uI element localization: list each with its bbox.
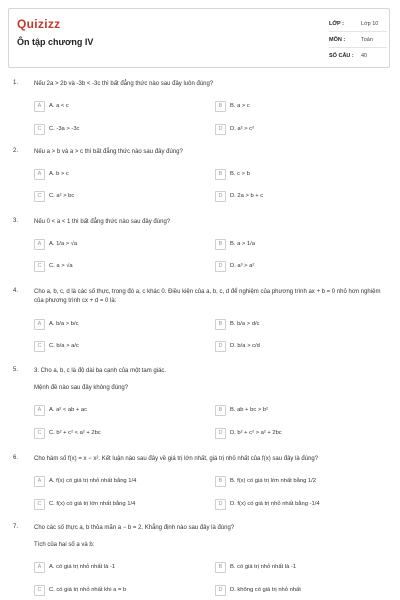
option-a[interactable] — [34, 238, 184, 250]
question-text: Cho hàm số f(x) = x − x². Kết luận nào sau đây về giá trị lớn nhất, giá trị nhỏ nhất của f(x) sau đây là đúng? — [34, 456, 319, 462]
option-text: B. f(x) có giá trị lớn nhất bằng 1/2 — [230, 478, 316, 484]
option-letter: A — [34, 562, 45, 573]
option-b[interactable] — [215, 318, 365, 330]
meta-row-class — [329, 16, 387, 32]
option-d[interactable] — [215, 427, 365, 439]
option-text: C. b/a > a/c — [49, 343, 79, 349]
meta-key: MÔN : — [329, 36, 346, 43]
option-d[interactable] — [215, 260, 365, 272]
option-text: D. 2a > b + c — [230, 193, 264, 199]
option-text: D. không có giá trị nhỏ nhất — [230, 587, 301, 593]
option-letter: A — [34, 405, 45, 416]
option-c[interactable] — [34, 260, 184, 272]
option-text: B. có giá trị nhỏ nhất là -1 — [230, 564, 297, 570]
option-letter: C — [34, 428, 45, 439]
option-text: D. a² > c² — [230, 126, 254, 132]
question-number: 3. — [13, 218, 19, 224]
option-c[interactable] — [34, 427, 184, 439]
option-b[interactable] — [215, 168, 365, 180]
page-title: Ôn tập chương IV — [17, 37, 94, 47]
option-letter: D — [215, 499, 226, 510]
option-text: A. f(x) có giá trị nhỏ nhất bằng 1/4 — [49, 478, 137, 484]
question-number: 6. — [13, 455, 19, 461]
option-letter: C — [34, 585, 45, 596]
question-text: Nếu a > b và a > c thì bất đẳng thức nào sau đây đúng? — [34, 149, 183, 155]
option-text: A. có giá trị nhỏ nhất là -1 — [49, 564, 116, 570]
question-text: 3. Cho a, b, c là độ dài ba cạnh của một tam giác. — [34, 368, 167, 374]
option-d[interactable] — [215, 190, 365, 202]
option-text: D. b² + c² > a² + 2bc — [230, 430, 282, 436]
option-letter: C — [34, 191, 45, 202]
option-letter: C — [34, 124, 45, 135]
option-letter: C — [34, 499, 45, 510]
option-letter: A — [34, 319, 45, 330]
meta-key: LỚP : — [329, 20, 344, 27]
quizizz-logo: Quizizz — [17, 17, 61, 31]
question-number: 5. — [13, 367, 19, 373]
meta-value: Toán — [361, 36, 373, 43]
option-text: B. ab + bc > b² — [230, 407, 269, 413]
meta-key: SỐ CÂU : — [329, 52, 354, 59]
meta-row-count — [329, 48, 387, 63]
option-text: C. f(x) có giá trị lớn nhất bằng 1/4 — [49, 501, 136, 507]
option-letter: A — [34, 169, 45, 180]
option-letter: D — [215, 261, 226, 272]
question-number: 1. — [13, 80, 19, 86]
option-d[interactable] — [215, 584, 365, 596]
question-text: Cho a, b, c, d là các số thực, trong đó a, c khác 0. Điều kiện của a, b, c, d để nghiệm của phương trình ax + b = 0 nhỏ hơn nghiệm của phương trình cx + d = 0 là: — [34, 289, 381, 304]
worksheet-header — [8, 8, 390, 68]
option-c[interactable] — [34, 190, 184, 202]
option-letter: A — [34, 239, 45, 250]
meta-value: Lớp 10 — [361, 20, 379, 27]
option-a[interactable] — [34, 100, 184, 112]
option-b[interactable] — [215, 100, 365, 112]
question-number: 2. — [13, 148, 19, 154]
option-c[interactable] — [34, 584, 184, 596]
option-letter: C — [34, 261, 45, 272]
option-letter: D — [215, 341, 226, 352]
option-letter: A — [34, 476, 45, 487]
option-text: A. b > c — [49, 171, 69, 177]
option-b[interactable] — [215, 238, 365, 250]
option-letter: B — [215, 319, 226, 330]
option-text: B. a > 1/a — [230, 241, 255, 247]
option-a[interactable] — [34, 404, 184, 416]
question-number: 4. — [13, 288, 19, 294]
option-text: D. f(x) có giá trị nhỏ nhất bằng -1/4 — [230, 501, 320, 507]
option-letter: B — [215, 239, 226, 250]
option-c[interactable] — [34, 498, 184, 510]
option-b[interactable] — [215, 561, 365, 573]
option-a[interactable] — [34, 561, 184, 573]
question-number: 7. — [13, 524, 19, 530]
option-letter: D — [215, 191, 226, 202]
option-letter: B — [215, 562, 226, 573]
option-letter: B — [215, 101, 226, 112]
option-text: C. b² + c² < a² + 2bc — [49, 430, 101, 436]
question-subtext: Mệnh đề nào sau đây không đúng? — [34, 385, 129, 391]
option-text: A. a < c — [49, 103, 69, 109]
question-text: Nếu 0 < a < 1 thì bất đẳng thức nào sau đây đúng? — [34, 219, 171, 225]
option-b[interactable] — [215, 404, 365, 416]
option-text: C. -3a > -3c — [49, 126, 80, 132]
option-a[interactable] — [34, 168, 184, 180]
option-text: A. 1/a > √a — [49, 241, 78, 247]
option-letter: D — [215, 585, 226, 596]
option-text: A. a² < ab + ac — [49, 407, 88, 413]
option-text: B. b/a > d/c — [230, 321, 260, 327]
option-text: C. có giá trị nhỏ nhất khi a = b — [49, 587, 127, 593]
option-letter: D — [215, 428, 226, 439]
option-text: D. a³ > a² — [230, 263, 255, 269]
option-d[interactable] — [215, 123, 365, 135]
question-subtext: Tích của hai số a và b: — [34, 542, 95, 548]
option-c[interactable] — [34, 123, 184, 135]
option-letter: B — [215, 169, 226, 180]
question-text: Cho các số thực a, b thỏa mãn a − b = 2. Khẳng định nào sau đây là đúng? — [34, 525, 235, 531]
option-text: B. c > b — [230, 171, 250, 177]
option-text: A. b/a > b/c — [49, 321, 79, 327]
option-text: C. a > √a — [49, 263, 73, 269]
option-letter: A — [34, 101, 45, 112]
option-c[interactable] — [34, 340, 184, 352]
option-text: D. b/a > c/d — [230, 343, 260, 349]
option-d[interactable] — [215, 498, 365, 510]
option-b[interactable] — [215, 475, 365, 487]
meta-table — [329, 16, 387, 63]
meta-row-subject — [329, 32, 387, 48]
option-letter: D — [215, 124, 226, 135]
option-letter: B — [215, 405, 226, 416]
meta-value: 40 — [361, 52, 368, 59]
option-letter: C — [34, 341, 45, 352]
option-d[interactable] — [215, 340, 365, 352]
option-text: C. a² > bc — [49, 193, 75, 199]
option-a[interactable] — [34, 475, 184, 487]
option-text: B. a > c — [230, 103, 250, 109]
option-letter: B — [215, 476, 226, 487]
option-a[interactable] — [34, 318, 184, 330]
question-text: Nếu 2a > 2b và -3b < -3c thì bất đẳng thức nào sau đây luôn đúng? — [34, 81, 214, 87]
